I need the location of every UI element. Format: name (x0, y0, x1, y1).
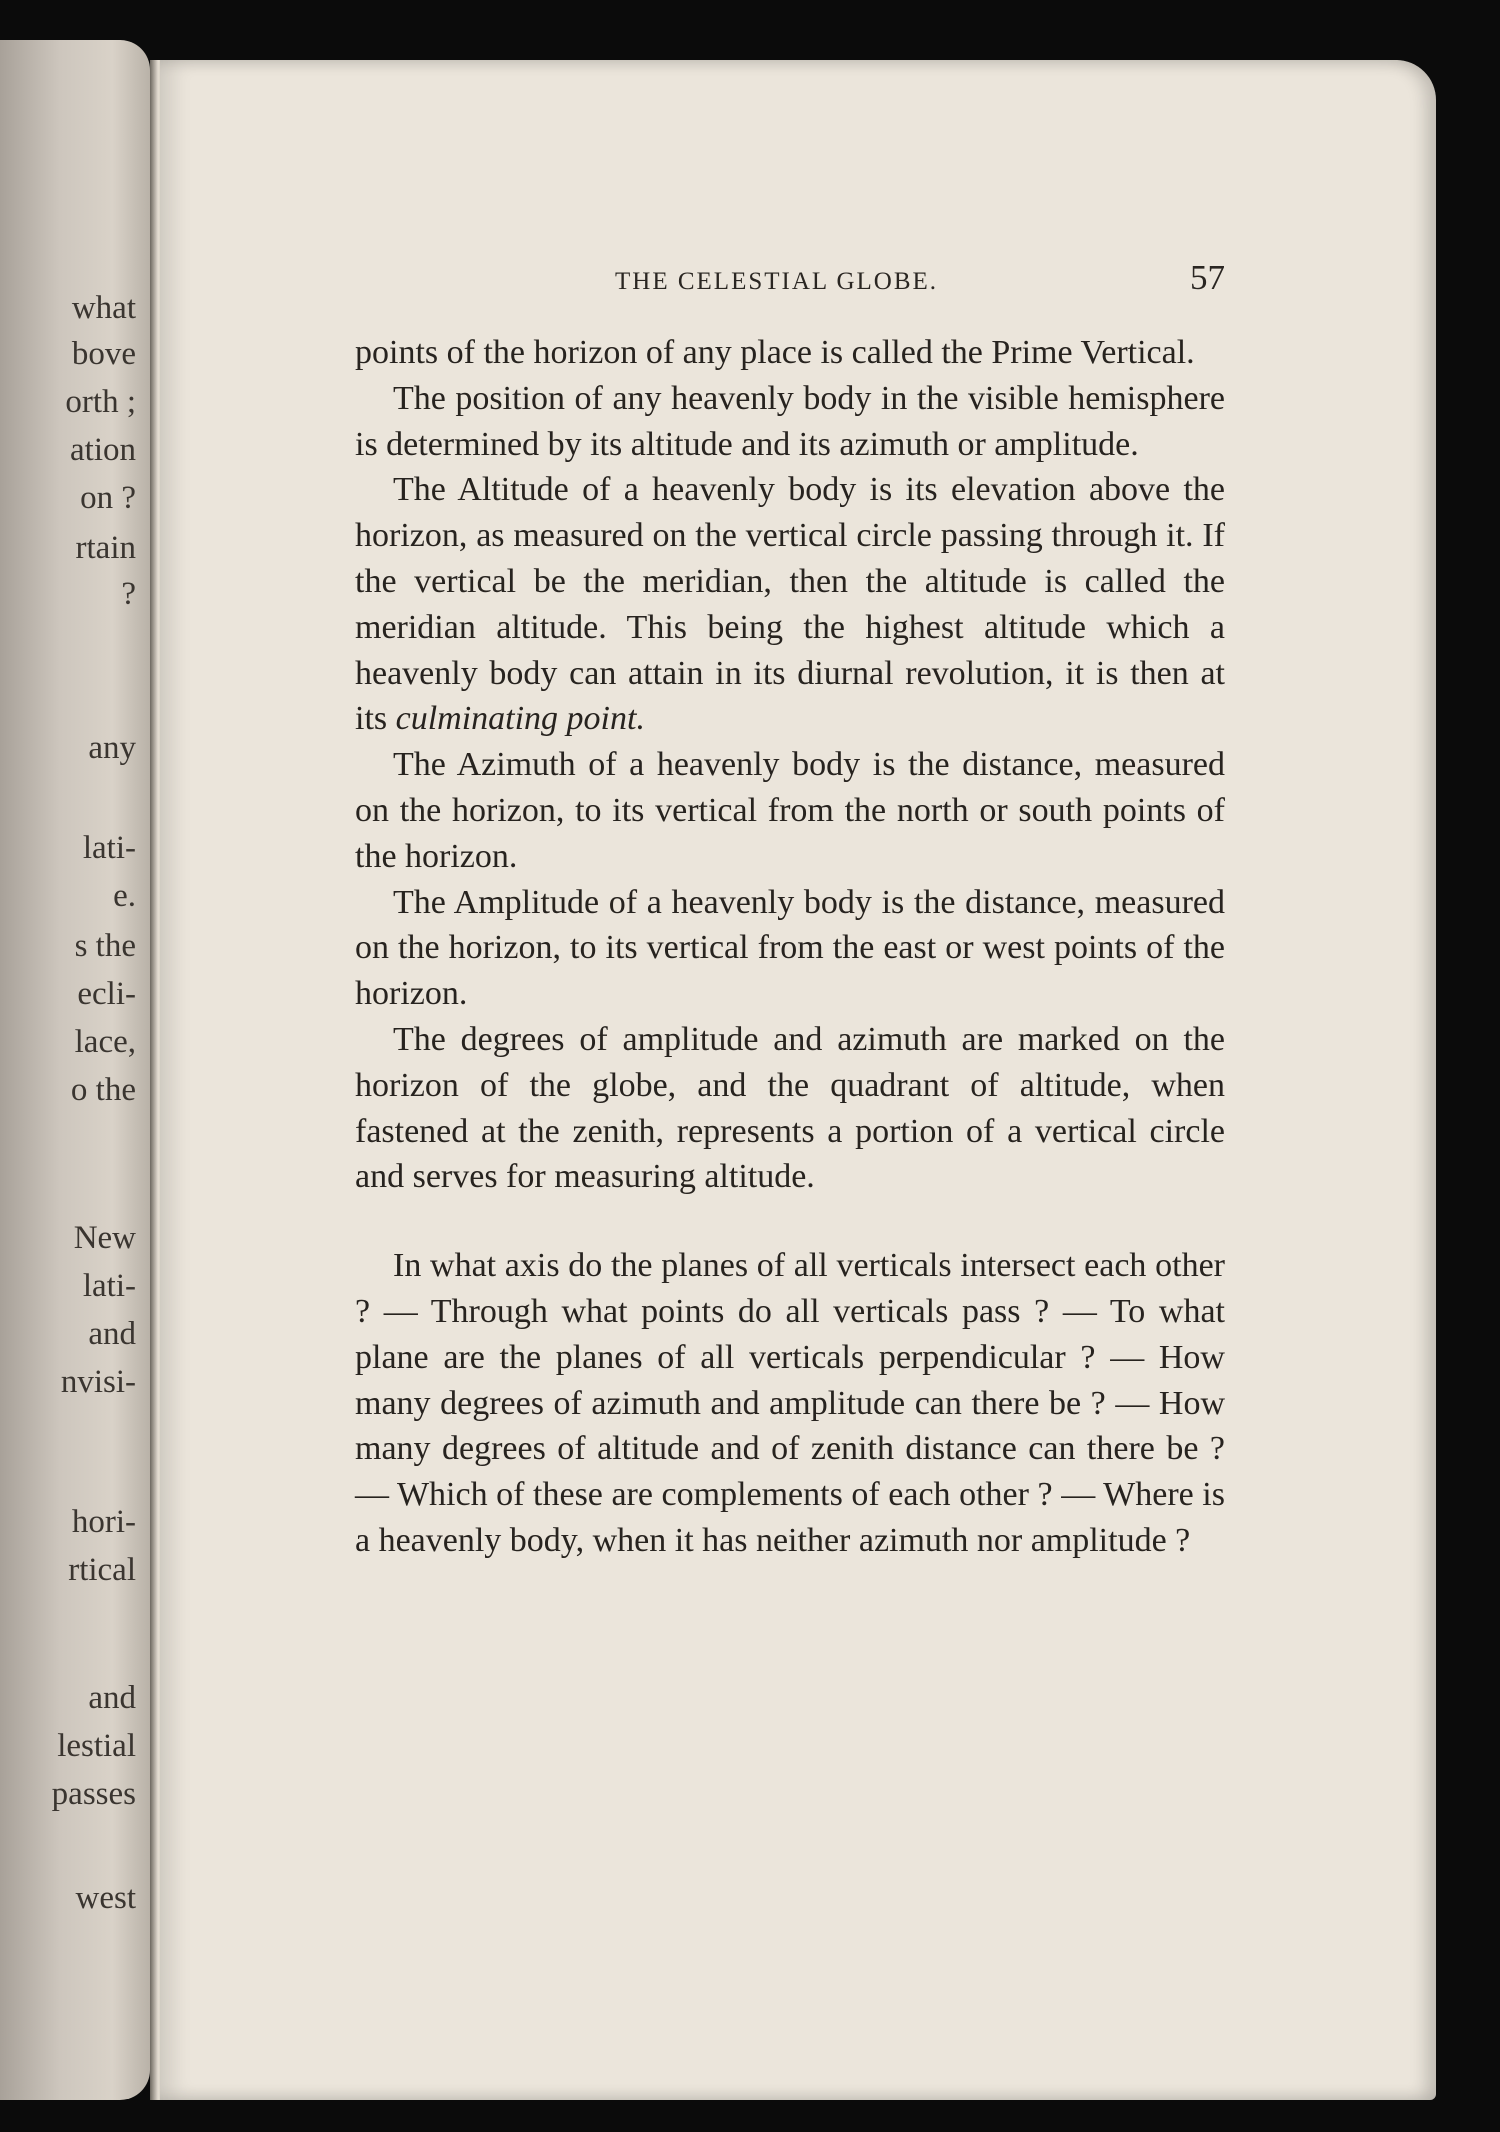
left-page-fragment: nvisi- (60, 1364, 136, 1400)
left-page-fragment: and (88, 1680, 136, 1716)
paragraph-position: The position of any heavenly body in the visible hemisphere is determined by its altitude and its azimuth or amplitude. (355, 379, 1225, 463)
left-page-fragment: lace, (74, 1024, 136, 1060)
left-page-fragment: on ? (80, 480, 136, 516)
paragraph-altitude (355, 467, 1225, 742)
left-page-fragment: s the (74, 928, 136, 964)
left-page-fragment: any (88, 730, 136, 766)
altitude-text: The Altitude of a heavenly body is its elevation above the horizon, as measured on the vertical circle passing through it. If the vertical be the meridian, then the altitude is called the meridian altitude. This being the highest altitude which a heavenly body can attain in its diurnal revolution, it is then at its (355, 471, 1225, 738)
paragraph-prime-vertical: points of the horizon of any place is called the Prime Vertical. (355, 334, 1195, 371)
left-page-fragment: rtical (68, 1552, 136, 1588)
left-page-fragment: o the (70, 1072, 136, 1108)
body-text (355, 330, 1225, 1564)
review-questions: In what axis do the planes of all verticals intersect each other ? — Through what points do all verticals pass ? — To what plane are the planes of all verticals perpendicular ? — How many degrees of azimuth and amplitude can there be ? — How many degrees of altitude and of zenith distance can there be ? — Which of these are complements of each other ? — Where is a heavenly body, when it has neither azimuth nor amplitude ? (355, 1247, 1225, 1559)
running-head (355, 258, 1225, 298)
left-page-fragment: ation (70, 432, 136, 468)
left-page-fragment: what (71, 290, 136, 326)
left-page-fragment: and (88, 1316, 136, 1352)
left-page-fragment: orth ; (65, 384, 136, 420)
left-page-fragment: lestial (57, 1728, 136, 1764)
left-page-fragment: west (75, 1880, 136, 1916)
paragraph-amplitude: The Amplitude of a heavenly body is the distance, measured on the horizon, to its vertical from the east or west points of the horizon. (355, 883, 1225, 1013)
culminating-point-emphasis: culminating point. (395, 700, 645, 738)
left-page-fragment: New (73, 1220, 136, 1256)
left-page-fragment: e. (113, 878, 136, 914)
paragraph-azimuth: The Azimuth of a heavenly body is the distance, measured on the horizon, to its vertical from the north or south points of the horizon. (355, 746, 1225, 875)
left-page-fragment: passes (51, 1776, 136, 1812)
left-page-fragment: ecli- (77, 976, 136, 1012)
page-number: 57 (1190, 258, 1225, 297)
left-page-fragment: hori- (71, 1504, 136, 1540)
left-page-fragment: ? (121, 576, 136, 612)
left-page-fragment: bove (71, 336, 136, 372)
left-page-fragment: rtain (75, 530, 136, 566)
left-page-fragment: lati- (82, 830, 136, 866)
running-title: THE CELESTIAL GLOBE. (615, 268, 939, 295)
left-page-fragment: lati- (82, 1268, 136, 1304)
paragraph-degrees: The degrees of amplitude and azimuth are marked on the horizon of the globe, and the quadrant of altitude, when fastened at the zenith, represents a portion of a vertical circle and serves for measuring altitude. (355, 1020, 1225, 1196)
left-facing-page (0, 40, 150, 2100)
